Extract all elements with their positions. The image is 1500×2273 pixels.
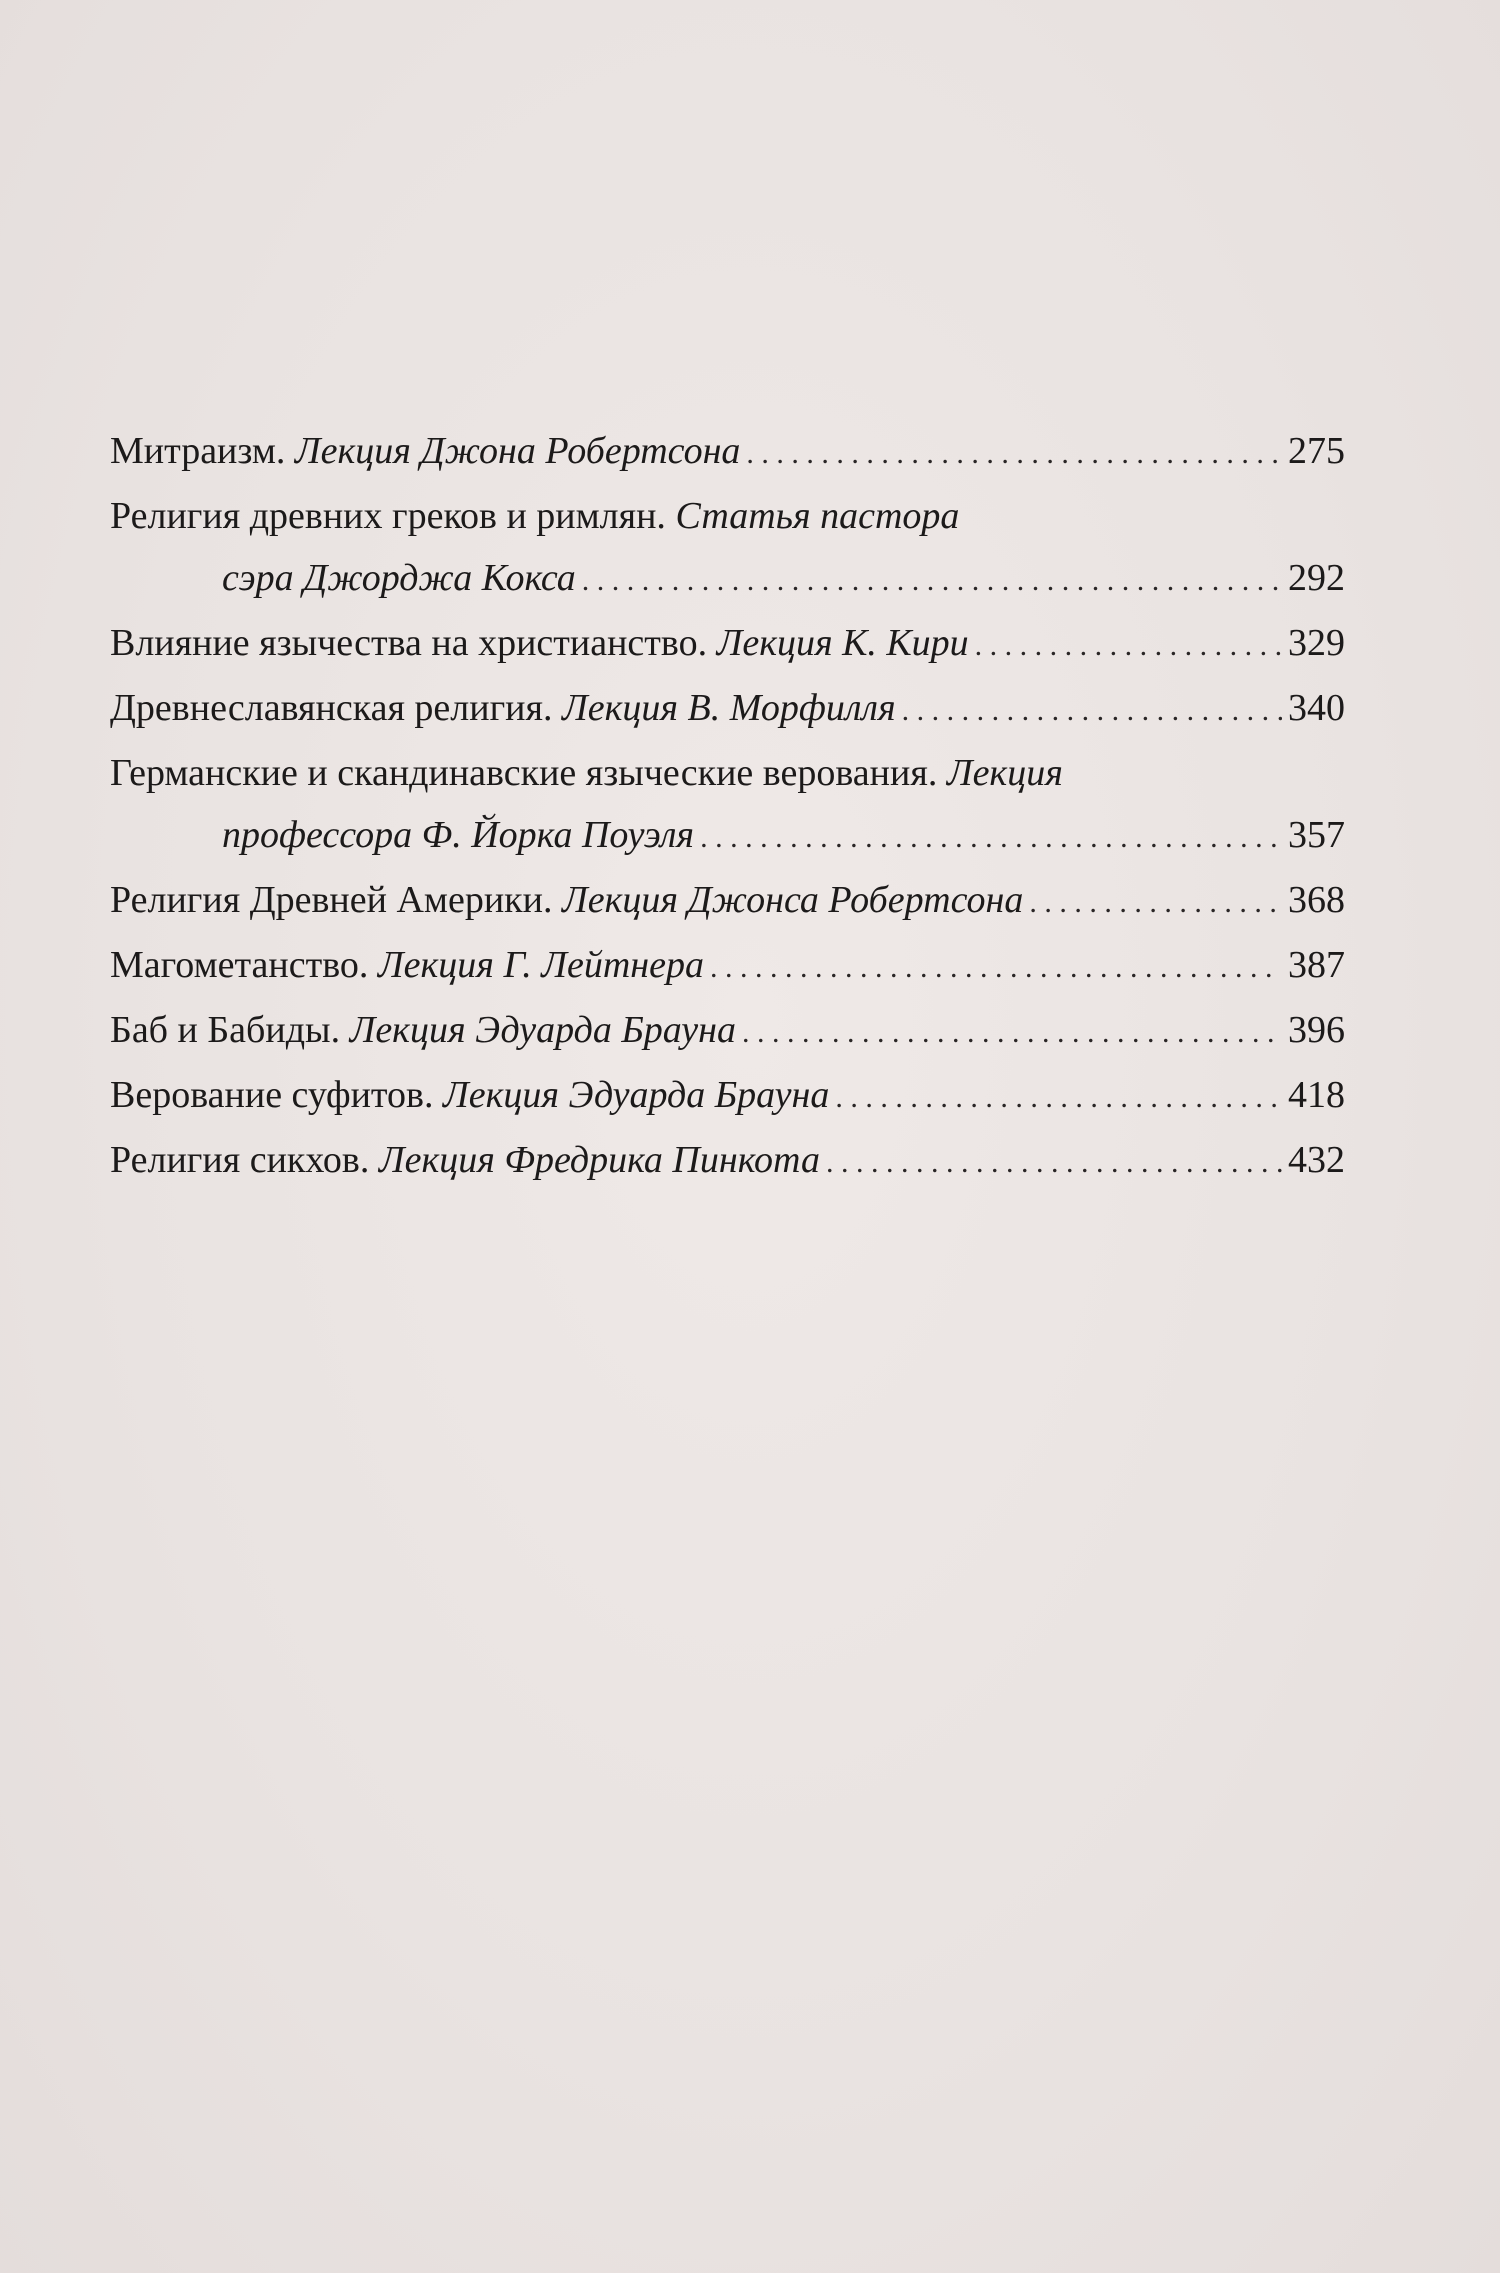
toc-entry-page: 418 — [1288, 1074, 1345, 1116]
toc-entry-author: Лекция В. Морфилля — [562, 687, 896, 729]
toc-entry-title: Религия сикхов. — [110, 1139, 370, 1181]
toc-entry-author: Лекция Эдуарда Брауна — [442, 1074, 830, 1116]
toc-entry-author: Статья пастора — [675, 495, 960, 537]
toc-entry-page: 368 — [1288, 879, 1345, 921]
toc-entry-page: 396 — [1288, 1009, 1345, 1051]
toc-entry-author: Лекция Джона Робертсона — [294, 430, 741, 472]
toc-entry — [110, 1064, 1345, 1129]
toc-entry-title: Германские и скандинавские языческие верования. — [110, 752, 938, 794]
dot-leader — [1029, 872, 1282, 934]
toc-entry — [110, 485, 1345, 612]
toc-entry-page: 357 — [1288, 814, 1345, 856]
toc-entry-page: 340 — [1288, 687, 1345, 729]
toc-entry-title: Митраизм. — [110, 430, 286, 472]
toc-entry-title: Магометанство. — [110, 944, 369, 986]
toc-entry-author-continued: профессора Ф. Йорка Поуэля — [222, 814, 695, 856]
toc-entry-author: Лекция Фредрика Пинкота — [378, 1139, 820, 1181]
toc-entry-author: Лекция Г. Лейтнера — [377, 944, 704, 986]
toc-entry — [110, 612, 1345, 677]
dot-leader — [742, 1002, 1282, 1064]
toc-entry-author: Лекция Эдуарда Брауна — [349, 1009, 736, 1051]
toc-entry — [110, 677, 1345, 742]
dot-leader — [746, 423, 1282, 485]
toc-entry — [110, 1129, 1345, 1194]
dot-leader — [582, 550, 1282, 612]
dot-leader — [826, 1132, 1282, 1194]
table-of-contents — [110, 420, 1345, 1194]
toc-entry-page: 432 — [1288, 1139, 1345, 1181]
toc-entry-page: 387 — [1288, 944, 1345, 986]
toc-entry-author: Лекция — [946, 752, 1063, 794]
toc-entry-page: 275 — [1288, 430, 1345, 472]
toc-entry-author: Лекция Джонса Робертсона — [561, 879, 1024, 921]
toc-entry-title: Баб и Бабиды. — [110, 1009, 341, 1051]
dot-leader — [710, 937, 1282, 999]
toc-entry — [110, 420, 1345, 485]
toc-entry-author: Лекция К. Кири — [716, 622, 969, 664]
dot-leader — [975, 615, 1282, 677]
toc-entry-title: Влияние язычества на христианство. — [110, 622, 708, 664]
toc-entry — [110, 999, 1345, 1064]
toc-entry — [110, 742, 1345, 869]
toc-entry — [110, 869, 1345, 934]
toc-entry-page: 292 — [1288, 557, 1345, 599]
dot-leader — [700, 807, 1282, 869]
toc-entry-page: 329 — [1288, 622, 1345, 664]
dot-leader — [835, 1067, 1282, 1129]
toc-entry-title: Религия древних греков и римлян. — [110, 495, 666, 537]
toc-entry-title: Верование суфитов. — [110, 1074, 434, 1116]
toc-entry-title: Религия Древней Америки. — [110, 879, 553, 921]
toc-entry-title: Древнеславянская религия. — [110, 687, 553, 729]
toc-entry-author-continued: сэра Джорджа Кокса — [222, 557, 576, 599]
toc-entry — [110, 934, 1345, 999]
dot-leader — [902, 680, 1282, 742]
